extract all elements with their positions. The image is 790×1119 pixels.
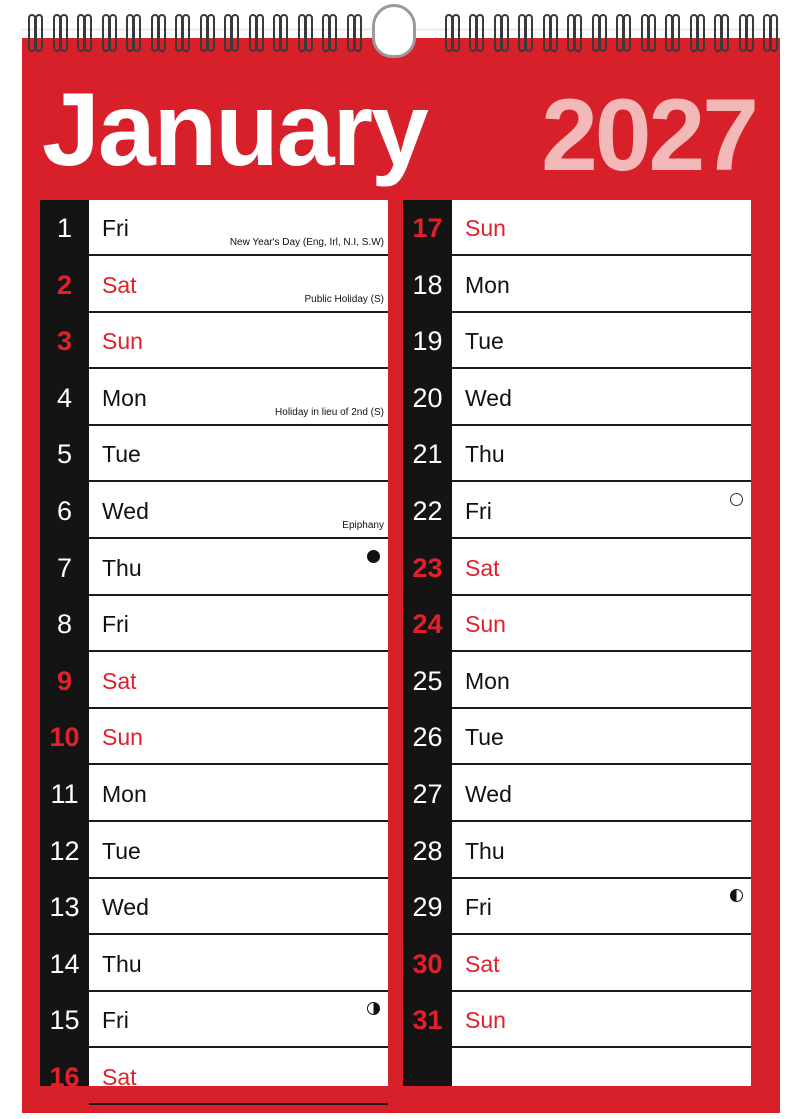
day-name: Wed (465, 384, 512, 411)
day-row (403, 709, 751, 765)
binding-coil (623, 14, 631, 52)
binding-coil (574, 14, 582, 52)
last-moon-icon (730, 889, 743, 902)
binding-coil (672, 14, 680, 52)
binding-coil (231, 14, 239, 52)
day-name: Sun (465, 215, 506, 241)
days-column-right (403, 200, 751, 1086)
day-name: Tue (465, 328, 504, 355)
day-name: Sat (465, 554, 500, 581)
binding-coil (280, 14, 288, 52)
day-number: 13 (49, 892, 80, 923)
day-number: 26 (412, 722, 443, 753)
binding-coil (550, 14, 558, 52)
day-row (40, 992, 388, 1048)
binding-coil (599, 14, 607, 52)
day-number: 19 (412, 326, 443, 357)
day-row (403, 200, 751, 256)
day-number: 31 (412, 1005, 443, 1036)
day-number: 22 (412, 496, 443, 526)
day-number: 5 (56, 439, 73, 470)
holiday-note: New Year's Day (Eng, Irl, N.I, S.W) (229, 237, 384, 248)
day-name: Mon (465, 271, 510, 298)
day-row (403, 426, 751, 482)
days-column-left (40, 200, 388, 1092)
day-number: 21 (412, 439, 443, 470)
day-name: Wed (465, 781, 512, 807)
day-name: Tue (102, 441, 141, 468)
day-name: Sun (102, 328, 143, 355)
binding-coil (697, 14, 705, 52)
holiday-note: Epiphany (342, 520, 384, 531)
day-number: 1 (56, 213, 73, 243)
binding-coil (84, 14, 92, 52)
day-name: Sun (465, 1007, 506, 1034)
day-name: Sun (102, 724, 143, 751)
binding-coil (354, 14, 362, 52)
day-row (40, 426, 388, 482)
day-row (403, 879, 751, 935)
day-row (40, 709, 388, 765)
day-row (403, 596, 751, 652)
day-number: 9 (56, 665, 73, 696)
day-name: Tue (102, 837, 141, 864)
day-number: 20 (412, 382, 443, 413)
day-row (40, 257, 388, 313)
day-number: 28 (412, 835, 443, 866)
day-row (40, 596, 388, 652)
holiday-note: Holiday in lieu of 2nd (S) (275, 406, 384, 418)
day-row (40, 540, 388, 596)
day-row (403, 540, 751, 596)
binding-coil (109, 14, 117, 52)
binding-coil (329, 14, 337, 52)
day-number: 23 (412, 552, 443, 583)
binding-coil (452, 14, 460, 52)
day-row (403, 483, 751, 539)
day-name: Thu (102, 554, 142, 581)
day-number: 12 (49, 835, 80, 866)
day-row (40, 823, 388, 879)
binding-coil (770, 14, 778, 52)
day-name: Mon (102, 781, 147, 807)
day-name: Fri (102, 1007, 129, 1034)
day-name: Sat (465, 950, 500, 977)
binding-coil (746, 14, 754, 52)
day-number: 7 (56, 552, 73, 583)
day-row (403, 370, 751, 426)
binding-coil (207, 14, 215, 52)
day-number: 30 (412, 948, 443, 979)
day-number: 15 (49, 1005, 80, 1036)
year-title: 2027 (541, 78, 756, 192)
day-number: 2 (56, 269, 73, 300)
day-row (403, 653, 751, 709)
day-name: Sat (102, 1064, 137, 1090)
row-divider (89, 1103, 388, 1105)
day-number: 14 (49, 948, 80, 979)
day-row (40, 483, 388, 539)
day-name: Fri (102, 215, 129, 241)
day-name: Wed (102, 894, 149, 921)
day-row (40, 653, 388, 709)
day-name: Fri (465, 894, 492, 921)
binding-coil (158, 14, 166, 52)
day-name: Mon (102, 384, 147, 411)
day-name: Thu (102, 950, 142, 977)
first-moon-icon (367, 1002, 380, 1015)
day-name: Wed (102, 498, 149, 524)
day-name: Thu (465, 837, 505, 864)
binding-coil (182, 14, 190, 52)
month-title: January (42, 72, 427, 188)
day-name: Sat (102, 667, 137, 694)
day-row (40, 879, 388, 935)
holiday-note: Public Holiday (S) (304, 293, 384, 305)
binding-coil (476, 14, 484, 52)
day-row (40, 936, 388, 992)
day-name: Sun (465, 611, 506, 638)
day-number: 3 (56, 326, 73, 357)
new-moon-icon (367, 550, 380, 563)
binding-coil (648, 14, 656, 52)
day-number: 18 (412, 269, 443, 300)
row-divider (452, 1046, 751, 1048)
day-row (403, 992, 751, 1048)
binding-coil (525, 14, 533, 52)
day-name: Tue (465, 724, 504, 751)
day-row (40, 766, 388, 822)
day-number: 29 (412, 892, 443, 923)
binding-coil (133, 14, 141, 52)
day-name: Fri (102, 611, 129, 638)
day-row (403, 766, 751, 822)
day-row (403, 823, 751, 879)
day-row (403, 257, 751, 313)
binding-coil (60, 14, 68, 52)
day-number: 17 (412, 213, 443, 243)
binding-coil (305, 14, 313, 52)
day-name: Mon (465, 667, 510, 694)
day-number: 11 (50, 779, 79, 809)
full-moon-icon (730, 493, 743, 506)
day-number: 10 (49, 722, 80, 753)
day-name: Fri (465, 498, 492, 524)
day-row (40, 200, 388, 256)
day-row (40, 370, 388, 426)
day-row (403, 936, 751, 992)
day-name: Sat (102, 271, 137, 298)
day-row (40, 313, 388, 369)
day-number: 4 (56, 382, 73, 413)
binding-coil (501, 14, 509, 52)
day-row (40, 1049, 388, 1105)
day-name: Thu (465, 441, 505, 468)
day-number: 8 (56, 609, 73, 640)
hanger-loop (372, 4, 416, 58)
day-number: 16 (49, 1062, 80, 1092)
day-number: 24 (412, 609, 443, 640)
day-number: 6 (56, 496, 73, 526)
day-row (403, 313, 751, 369)
day-number: 25 (412, 665, 443, 696)
day-number: 27 (412, 779, 443, 809)
binding-coil (721, 14, 729, 52)
binding-coil (35, 14, 43, 52)
binding-coil (256, 14, 264, 52)
